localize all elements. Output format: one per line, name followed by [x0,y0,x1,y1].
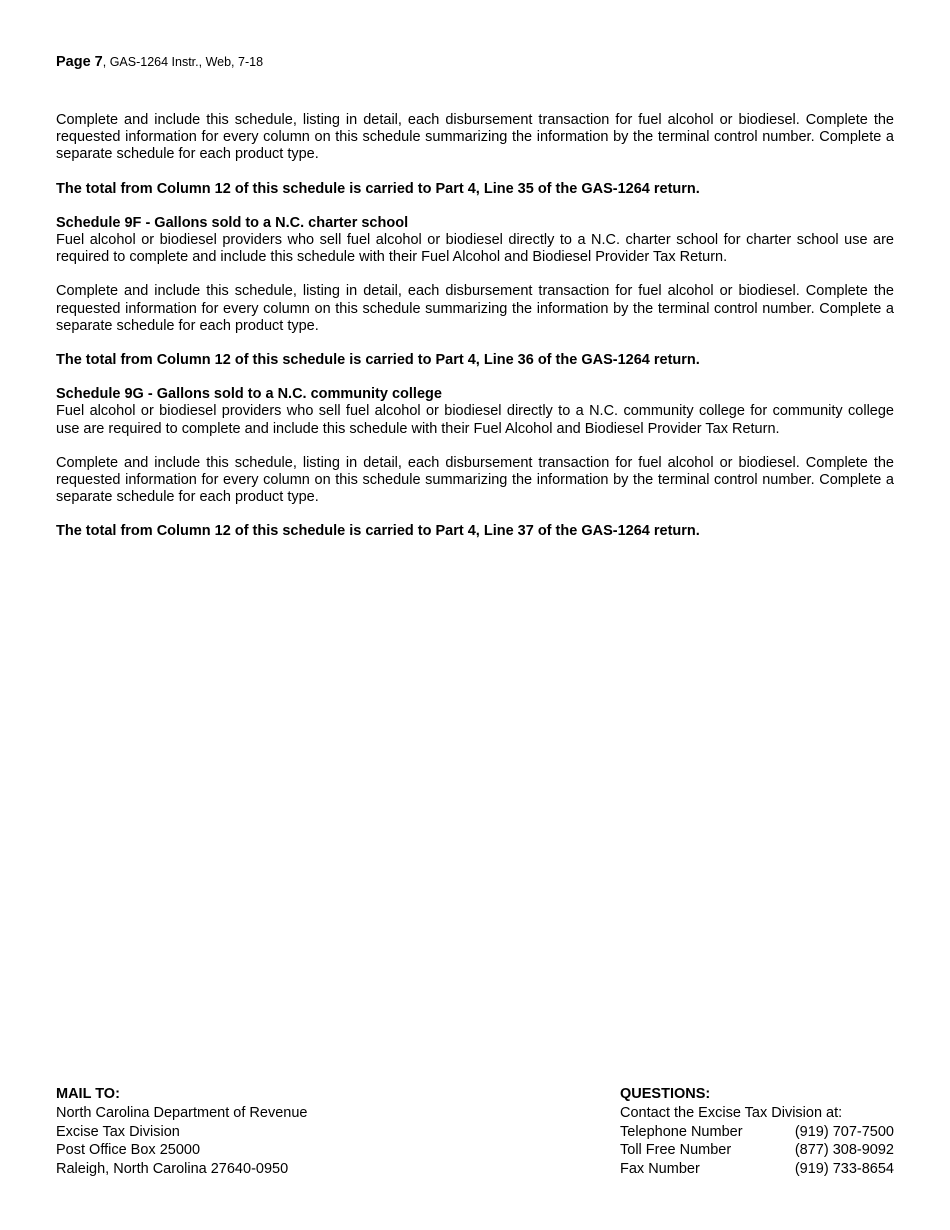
contact-value: (919) 733-8654 [794,1161,894,1178]
contact-row-toll-free [620,1141,894,1160]
schedule-9g-title: Schedule 9G - Gallons sold to a N.C. community college [56,386,442,403]
questions-heading: QUESTIONS: [620,1086,711,1102]
mail-to-heading: MAIL TO: [56,1086,120,1102]
mail-to-block [56,1085,307,1179]
total-note-line-35: The total from Column 12 of this schedule is carried to Part 4, Line 35 of the GAS-1264 return. [56,180,700,197]
instructions-body [56,112,894,541]
schedule-9f-description: Fuel alcohol or biodiesel providers who sell fuel alcohol or biodiesel directly to a N.C. charter school for charter school use are required to complete and include this schedule with their Fuel Alcohol and Biodiesel Provider Tax Return. [56,232,894,266]
contact-label: Toll Free Number [620,1142,732,1159]
mail-to-line: Excise Tax Division [56,1123,180,1140]
contact-row-fax [620,1160,894,1179]
questions-block [620,1085,894,1179]
contact-label: Fax Number [620,1161,700,1178]
paragraph-disbursement-2: Complete and include this schedule, listing in detail, each disbursement transaction for fuel alcohol or biodiesel. Complete the requested information for every column on this schedule summarizing the information by the terminal control number. Complete a separate schedule for each product type. [56,283,894,334]
mail-to-line: Raleigh, North Carolina 27640-0950 [56,1161,289,1178]
total-note-line-37: The total from Column 12 of this schedule is carried to Part 4, Line 37 of the GAS-1264 return. [56,523,700,540]
contact-value: (877) 308-9092 [794,1142,894,1159]
contact-row-telephone [620,1123,894,1142]
mail-to-line: North Carolina Department of Revenue [56,1104,308,1121]
schedule-9f-title: Schedule 9F - Gallons sold to a N.C. charter school [56,214,409,231]
total-note-line-36: The total from Column 12 of this schedule is carried to Part 4, Line 36 of the GAS-1264 return. [56,352,700,369]
contact-value: (919) 707-7500 [794,1123,894,1140]
contact-label: Telephone Number [620,1123,743,1140]
paragraph-disbursement-3: Complete and include this schedule, listing in detail, each disbursement transaction for fuel alcohol or biodiesel. Complete the requested information for every column on this schedule summarizing the information by the terminal control number. Complete a separate schedule for each product type. [56,454,894,506]
paragraph-disbursement-1: Complete and include this schedule, listing in detail, each disbursement transaction for fuel alcohol or biodiesel. Complete the requested information for every column on this schedule summarizing the information by the terminal control number. Complete a separate schedule for each product type. [56,112,894,163]
page-number: Page 7 [56,54,103,70]
form-info: , GAS-1264 Instr., Web, 7-18 [102,55,264,69]
questions-intro: Contact the Excise Tax Division at: [620,1104,843,1121]
page-header [56,54,263,70]
mail-to-line: Post Office Box 25000 [56,1142,201,1159]
schedule-9g-description: Fuel alcohol or biodiesel providers who sell fuel alcohol or biodiesel directly to a N.C. community college for community college use are required to complete and include this schedule with their Fuel Alcohol and Biodiesel Provider Tax Return. [56,403,894,437]
